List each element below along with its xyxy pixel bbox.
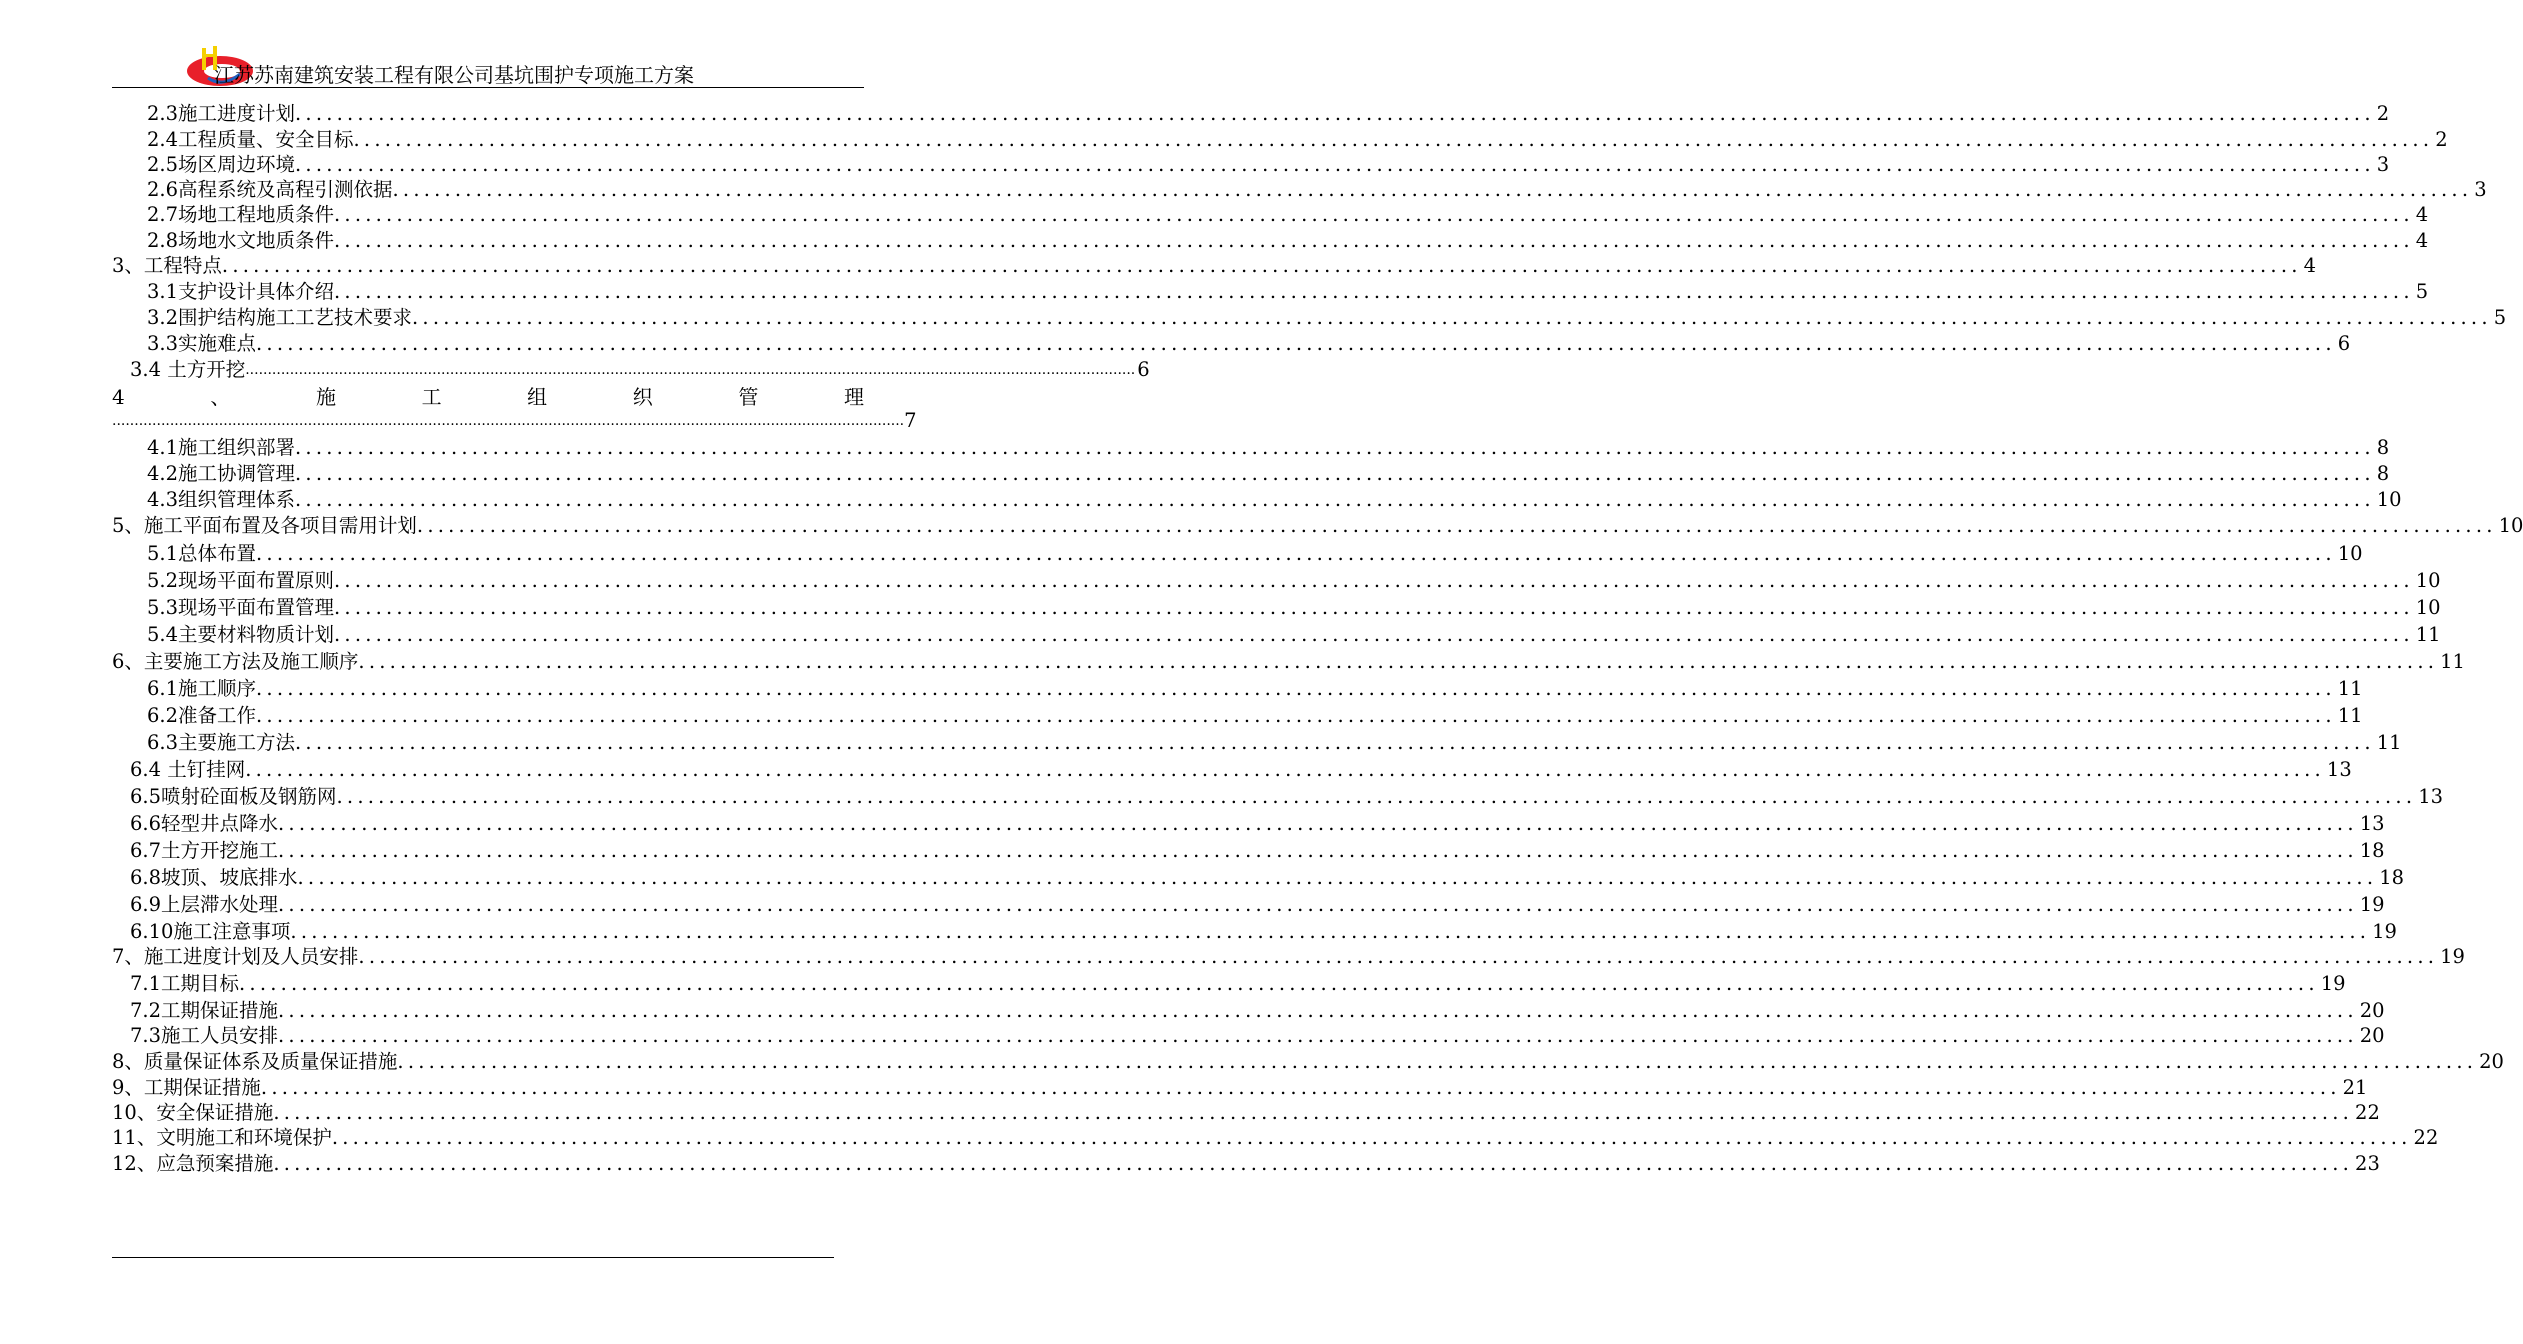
toc-entry[interactable] xyxy=(147,228,2429,254)
toc-entry[interactable] xyxy=(130,919,2397,945)
toc-leader-dots: ........................................................................................................................................................................................................ xyxy=(353,128,2434,151)
toc-leader-dots: ........................................................................................................................................................................................................ xyxy=(278,893,2358,916)
toc-entry[interactable] xyxy=(147,703,2363,729)
toc-entry-label: 3.2围护结构施工工艺技术要求 xyxy=(147,306,413,329)
toc-entry-label: 6.8坡顶、坡底排水 xyxy=(130,866,298,889)
toc-entry-label: 4.3组织管理体系 xyxy=(147,488,296,511)
toc-heading-char: 工 xyxy=(421,385,442,409)
toc-entry[interactable] xyxy=(130,1023,2385,1049)
toc-leader-dots: ........................................................................................................................................................................................................ xyxy=(334,596,2414,619)
toc-leader-dots: ........................................................................................................................................................................................................ xyxy=(397,1050,2478,1073)
toc-entry-label: 6.5喷射砼面板及钢筋网 xyxy=(130,785,337,808)
toc-page-number: 13 xyxy=(2326,758,2352,781)
toc-heading-char: 理 xyxy=(844,385,864,409)
toc-entry-label: 2.8场地水文地质条件 xyxy=(147,229,335,252)
toc-page-number: 10 xyxy=(2415,596,2441,619)
toc-page-number: 20 xyxy=(2359,999,2385,1022)
toc-page-number: 11 xyxy=(2337,677,2363,700)
toc-leader-dots: ........................................................................................................................................................................................................ xyxy=(295,488,2375,511)
toc-leader-dots: ........................................................................................................................................................................................................ xyxy=(334,229,2414,252)
toc-entry-label: 2.5场区周边环境 xyxy=(147,153,296,176)
toc-page-number: 13 xyxy=(2359,812,2385,835)
toc-leader-dots: ........................................................................................................................................................................................................ xyxy=(256,332,2336,355)
toc-leader-dots: ........................................................................................................................................................................................................ xyxy=(290,920,2371,943)
toc-page-number: 19 xyxy=(2320,972,2346,995)
toc-page-number: 2 xyxy=(2435,128,2448,151)
toc-page-number: 10 xyxy=(2337,542,2363,565)
toc-page-number: 11 xyxy=(2337,704,2363,727)
toc-entry[interactable] xyxy=(147,202,2429,228)
toc-page-number: 19 xyxy=(2359,893,2385,916)
toc-leader-dots: ........................................................................................................................................................................................................ xyxy=(334,203,2414,226)
toc-entry[interactable] xyxy=(147,435,2390,461)
toc-heading-char: 、 xyxy=(210,385,231,409)
toc-leader-dots: .................................................................................................................................................................................. xyxy=(112,413,905,429)
toc-entry-label: 9、工期保证措施 xyxy=(112,1076,261,1099)
toc-entry-label: 5.3现场平面布置管理 xyxy=(147,596,335,619)
toc-entry[interactable] xyxy=(112,513,2523,539)
toc-leader-dots: ........................................................................................................................................................................................................ xyxy=(295,731,2375,754)
toc-entry[interactable] xyxy=(112,1151,2380,1177)
toc-entry-label: 11、文明施工和环境保护 xyxy=(112,1126,332,1149)
toc-leader-dots: ........................................................................................................................................................................................................ xyxy=(412,306,2492,329)
toc-leader-dots: ........................................................................................................................................................................................................ xyxy=(260,1076,2341,1099)
toc-entry-label: 6.3主要施工方法 xyxy=(147,731,296,754)
toc-leader-dots: ........................................................................................................................................................................................................ xyxy=(245,362,1136,378)
toc-page-number: 10 xyxy=(2376,488,2402,511)
toc-entry-label: 3.1支护设计具体介绍 xyxy=(147,280,335,303)
toc-page-number: 6 xyxy=(2337,332,2351,355)
toc-page-number: 10 xyxy=(2498,514,2523,537)
toc-entry-label: 8、质量保证体系及质量保证措施 xyxy=(112,1050,398,1073)
toc-entry[interactable] xyxy=(147,676,2363,702)
toc-page-number: 3 xyxy=(2376,153,2390,176)
toc-entry-label: 6.6轻型井点降水 xyxy=(130,812,279,835)
toc-heading-char: 组 xyxy=(527,385,548,409)
toc-entry[interactable] xyxy=(147,305,2507,331)
toc-entry[interactable] xyxy=(147,541,2363,567)
toc-entry[interactable] xyxy=(112,1049,2504,1075)
toc-leader-dots: ........................................................................................................................................................................................................ xyxy=(334,623,2414,646)
toc-leader-dots: ........................................................................................................................................................................................................ xyxy=(273,1101,2354,1124)
toc-entry[interactable] xyxy=(112,1100,2380,1126)
toc-entry-label: 5、施工平面布置及各项目需用计划 xyxy=(112,514,417,537)
toc-page-number: 13 xyxy=(2418,785,2444,808)
toc-page-number: 11 xyxy=(2415,623,2441,646)
toc-leader-dots: ........................................................................................................................................................................................................ xyxy=(334,569,2414,592)
toc-page-number: 10 xyxy=(2415,569,2441,592)
toc-entry[interactable] xyxy=(130,971,2346,997)
header-rule xyxy=(112,87,864,88)
toc-page-number: 11 xyxy=(2440,650,2465,673)
toc-leader-dots: ........................................................................................................................................................................................................ xyxy=(221,254,2302,277)
toc-page-number: 2 xyxy=(2376,102,2390,125)
toc-entry-label: 6.2准备工作 xyxy=(147,704,257,727)
toc-entry-label: 6.9上层滞水处理 xyxy=(130,893,279,916)
toc-page-number: 20 xyxy=(2359,1024,2385,1047)
toc-heading-char: 织 xyxy=(632,385,653,409)
toc-entry[interactable] xyxy=(147,101,2390,127)
toc-leader-dots: ........................................................................................................................................................................................................ xyxy=(358,945,2439,968)
toc-leader-dots: ........................................................................................................................................................................................................ xyxy=(256,677,2336,700)
toc-leader-dots: ........................................................................................................................................................................................................ xyxy=(392,178,2473,201)
toc-entry[interactable] xyxy=(112,1125,2439,1151)
toc-entry-label: 6.1施工顺序 xyxy=(147,677,257,700)
toc-entry[interactable] xyxy=(112,944,2465,970)
toc-entry[interactable] xyxy=(147,487,2402,513)
toc-entry-label: 3、工程特点 xyxy=(112,254,222,277)
toc-page-number: 5 xyxy=(2415,280,2429,303)
toc-entry[interactable] xyxy=(130,357,1150,383)
toc-entry[interactable] xyxy=(147,152,2390,178)
toc-entry-label: 5.2现场平面布置原则 xyxy=(147,569,335,592)
toc-entry[interactable] xyxy=(112,1075,2368,1101)
toc-entry[interactable] xyxy=(147,730,2402,756)
toc-leader-dots: ........................................................................................................................................................................................................ xyxy=(278,999,2358,1022)
toc-leader-dots: ........................................................................................................................................................................................................ xyxy=(295,153,2375,176)
toc-page-number: 21 xyxy=(2342,1076,2368,1099)
toc-page-number: 11 xyxy=(2376,731,2402,754)
toc-page-number: 22 xyxy=(2355,1101,2380,1124)
toc-leader-dots: ........................................................................................................................................................................................................ xyxy=(245,758,2325,781)
page-header-title: 江苏苏南建筑安装工程有限公司基坑围护专项施工方案 xyxy=(214,63,694,87)
toc-entry-label: 2.3施工进度计划 xyxy=(147,102,296,125)
toc-page-number: 4 xyxy=(2415,203,2429,226)
toc-leader-dots: ........................................................................................................................................................................................................ xyxy=(256,704,2336,727)
toc-entry[interactable] xyxy=(130,838,2385,864)
toc-entry-label: 2.6高程系统及高程引测依据 xyxy=(147,178,393,201)
toc-page-number: 19 xyxy=(2372,920,2397,943)
toc-page-number: 4 xyxy=(2415,229,2429,252)
toc-page-number: 7 xyxy=(904,409,917,432)
toc-page-number: 18 xyxy=(2359,839,2385,862)
toc-entry[interactable] xyxy=(147,595,2441,621)
toc-entry[interactable] xyxy=(112,649,2465,675)
toc-entry-4-heading[interactable] xyxy=(112,383,864,411)
toc-entry[interactable] xyxy=(112,253,2317,279)
toc-leader-dots: ........................................................................................................................................................................................................ xyxy=(278,812,2358,835)
toc-leader-dots: ........................................................................................................................................................................................................ xyxy=(334,280,2414,303)
toc-entry-label: 7、施工进度计划及人员安排 xyxy=(112,945,359,968)
toc-entry-label: 6、主要施工方法及施工顺序 xyxy=(112,650,359,673)
toc-page-number: 19 xyxy=(2440,945,2465,968)
toc-page-number: 3 xyxy=(2474,178,2487,201)
toc-entry-label: 4.1施工组织部署 xyxy=(147,436,296,459)
toc-page-number: 4 xyxy=(2303,254,2317,277)
toc-entry-label: 2.7场地工程地质条件 xyxy=(147,203,335,226)
toc-heading-char: 4 xyxy=(112,385,125,409)
toc-leader-dots: ........................................................................................................................................................................................................ xyxy=(278,839,2358,862)
toc-entry[interactable] xyxy=(130,998,2385,1024)
toc-entry[interactable] xyxy=(130,892,2385,918)
toc-entry[interactable] xyxy=(147,177,2487,203)
toc-page-number: 5 xyxy=(2493,306,2507,329)
toc-entry[interactable] xyxy=(147,622,2441,648)
toc-leader-dots: ........................................................................................................................................................................................................ xyxy=(358,650,2439,673)
toc-leader-dots: ........................................................................................................................................................................................................ xyxy=(239,972,2319,995)
toc-entry[interactable] xyxy=(130,865,2405,891)
footer-rule xyxy=(112,1257,834,1258)
toc-page-number: 6 xyxy=(1137,358,1150,381)
toc-leader-dots: ........................................................................................................................................................................................................ xyxy=(297,866,2378,889)
toc-leader-dots: ........................................................................................................................................................................................................ xyxy=(295,436,2375,459)
toc-entry-4-leader xyxy=(112,408,917,434)
toc-leader-dots: ........................................................................................................................................................................................................ xyxy=(331,1126,2412,1149)
toc-entry-label: 5.1总体布置 xyxy=(147,542,257,565)
toc-entry-label: 3.4 土方开挖 xyxy=(130,358,246,381)
toc-leader-dots: ........................................................................................................................................................................................................ xyxy=(416,514,2497,537)
toc-heading-char: 施 xyxy=(315,385,336,409)
toc-entry[interactable] xyxy=(130,757,2352,783)
toc-entry-label: 7.2工期保证措施 xyxy=(130,999,279,1022)
toc-entry-label: 6.4 土钉挂网 xyxy=(130,758,246,781)
toc-page-number: 20 xyxy=(2479,1050,2504,1073)
toc-entry-label: 2.4工程质量、安全目标 xyxy=(147,128,354,151)
toc-leader-dots: ........................................................................................................................................................................................................ xyxy=(278,1024,2358,1047)
toc-page-number: 23 xyxy=(2355,1152,2380,1175)
toc-leader-dots: ........................................................................................................................................................................................................ xyxy=(295,462,2375,485)
toc-entry-label: 12、应急预案措施 xyxy=(112,1152,274,1175)
toc-heading-char: 管 xyxy=(738,385,759,409)
toc-page-number: 18 xyxy=(2379,866,2405,889)
toc-entry-label: 6.7土方开挖施工 xyxy=(130,839,279,862)
toc-leader-dots: ........................................................................................................................................................................................................ xyxy=(336,785,2417,808)
toc-page-number: 8 xyxy=(2376,462,2390,485)
toc-entry-label: 10、安全保证措施 xyxy=(112,1101,274,1124)
toc-entry[interactable] xyxy=(147,127,2448,153)
toc-entry[interactable] xyxy=(130,811,2385,837)
toc-page-number: 8 xyxy=(2376,436,2390,459)
toc-page-number: 22 xyxy=(2413,1126,2439,1149)
toc-entry[interactable] xyxy=(147,568,2441,594)
toc-entry[interactable] xyxy=(130,784,2444,810)
toc-entry-label: 4.2施工协调管理 xyxy=(147,462,296,485)
toc-entry[interactable] xyxy=(147,331,2351,357)
toc-entry-label: 6.10施工注意事项 xyxy=(130,920,291,943)
toc-entry-label: 7.1工期目标 xyxy=(130,972,240,995)
toc-entry-label: 7.3施工人员安排 xyxy=(130,1024,279,1047)
toc-entry-label: 5.4主要材料物质计划 xyxy=(147,623,335,646)
toc-entry-label: 3.3实施难点 xyxy=(147,332,257,355)
toc-entry[interactable] xyxy=(147,461,2390,487)
toc-leader-dots: ........................................................................................................................................................................................................ xyxy=(295,102,2375,125)
toc-entry[interactable] xyxy=(147,279,2429,305)
toc-leader-dots: ........................................................................................................................................................................................................ xyxy=(273,1152,2354,1175)
toc-leader-dots: ........................................................................................................................................................................................................ xyxy=(256,542,2336,565)
